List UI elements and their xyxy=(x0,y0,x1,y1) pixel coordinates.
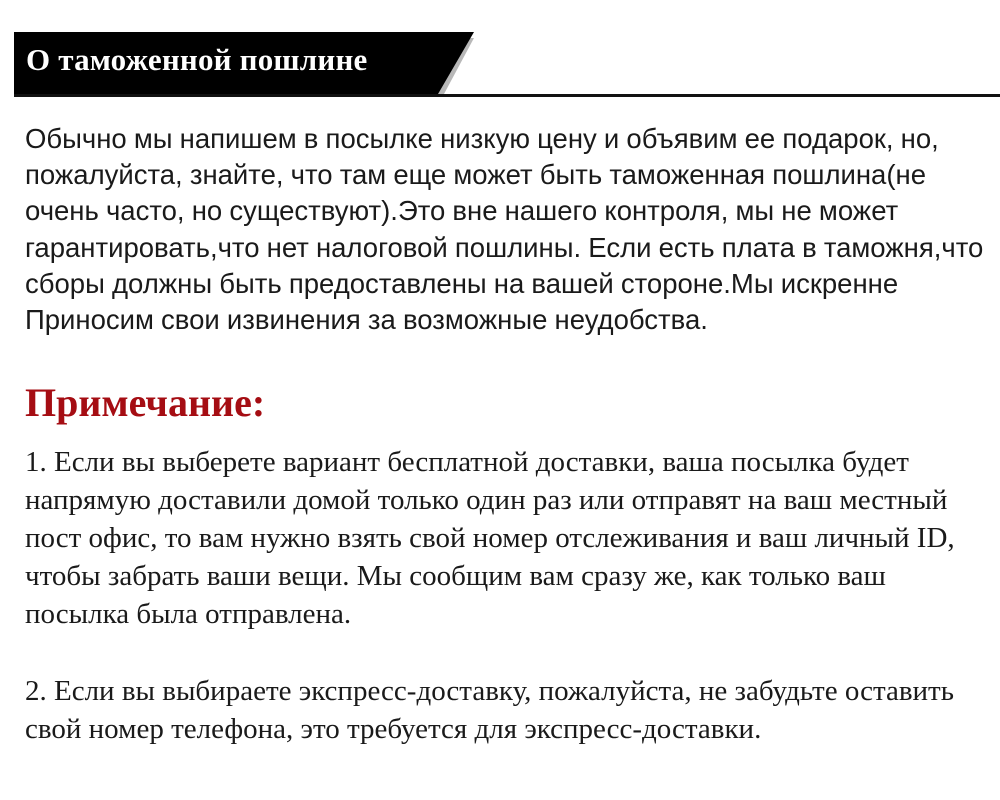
header-divider xyxy=(14,94,1000,97)
page-title: О таможенной пошлине xyxy=(26,42,368,77)
customs-duty-paragraph: Обычно мы напишем в посылке низкую цену и объявим ее подарок, но, пожалуйста, знайте, что там еще может быть таможенная пошлина(не очень часто, но существуют).Это вне нашего контроля, мы не может гарантировать,что нет налоговой пошлины. Если есть плата в таможня,что сборы должны быть предоставлены на вашей стороне.Мы искренне Приносим свои извинения за возможные неудобства. xyxy=(25,123,984,336)
note-item-express-shipping: 2. Если вы выбираете экспресс-доставку, пожалуйста, не забудьте оставить свой номер телефона, это требуется для экспресс-доставки. xyxy=(25,675,954,745)
header-banner xyxy=(14,32,474,94)
note-heading: Примечание: xyxy=(25,380,266,425)
note-item-free-shipping: 1. Если вы выберете вариант бесплатной доставки, ваша посылка будет напрямую доставили домой только один раз или отправят на ваш местный пост офис, то вам нужно взять свой номер отслеживания и ваш личный ID, чтобы забрать ваши вещи. Мы сообщим вам сразу же, как только ваш посылка была отправлена. xyxy=(25,446,955,630)
